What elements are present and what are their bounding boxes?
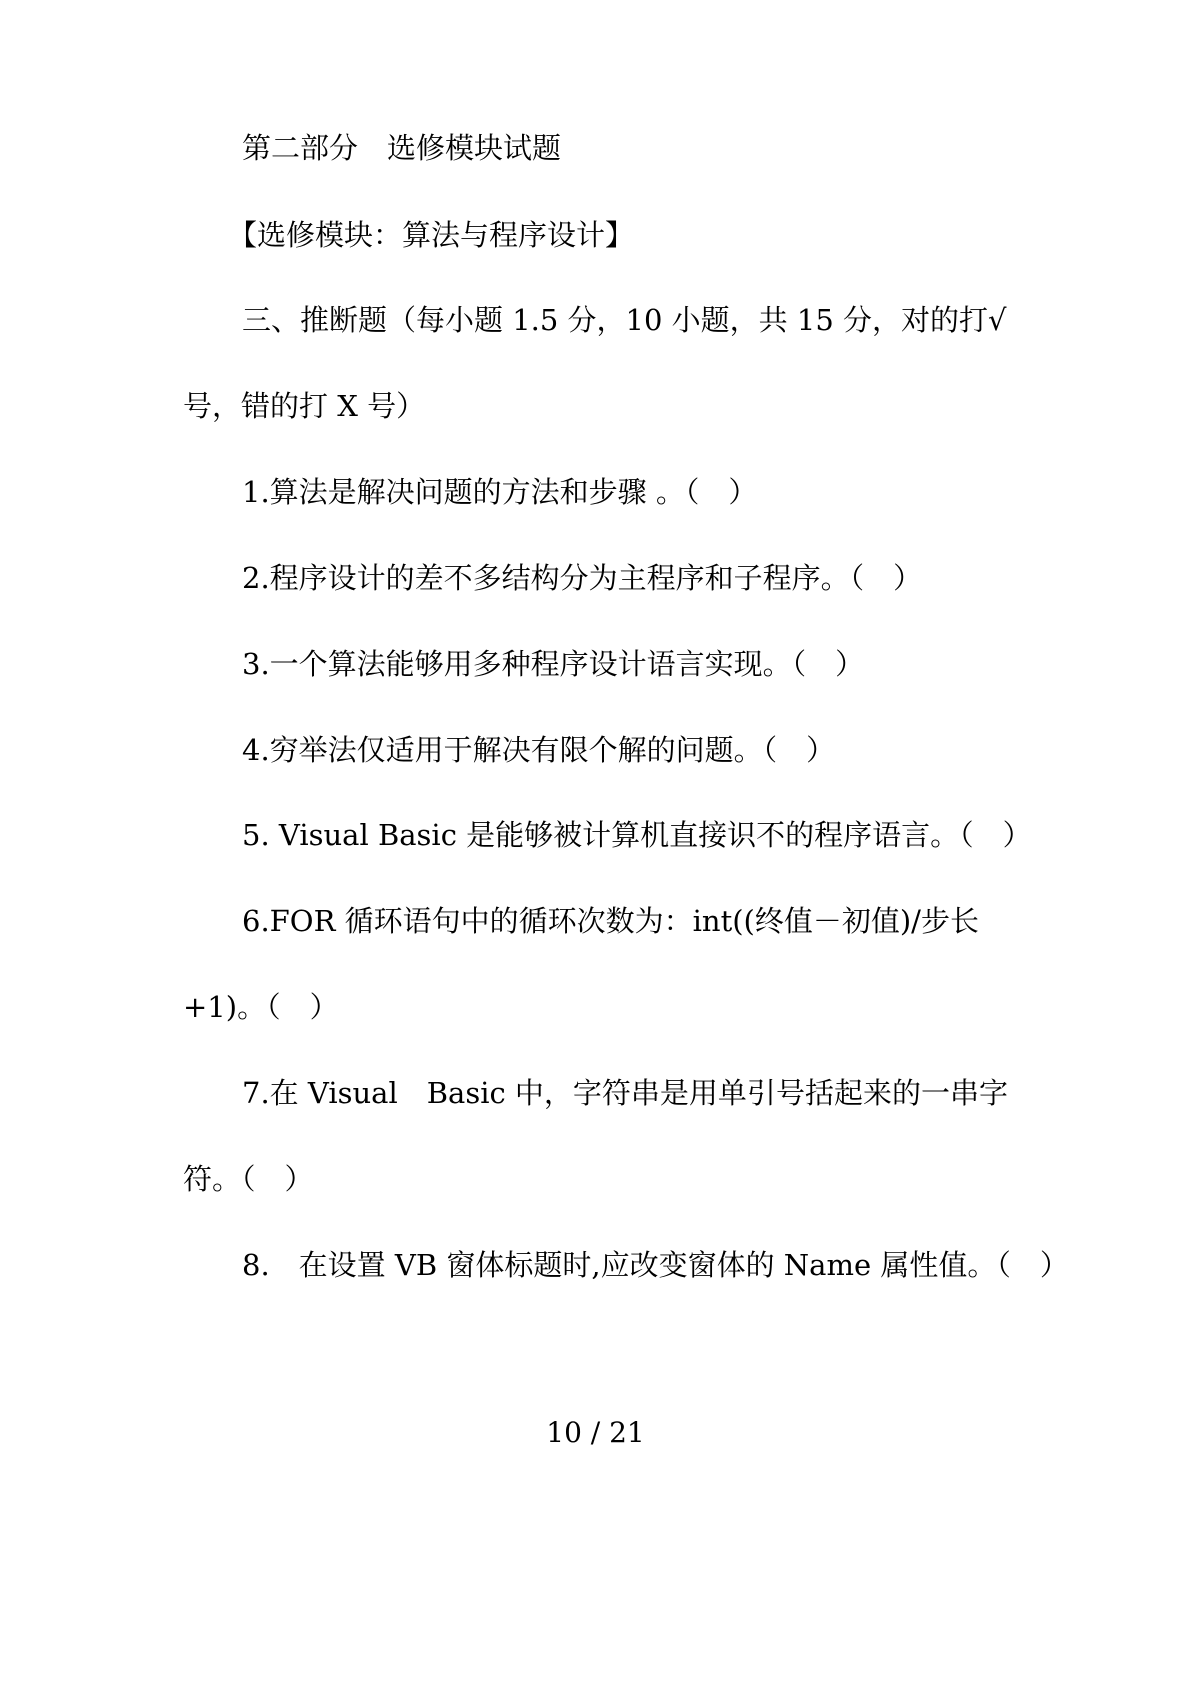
question-1: 1.算法是解决问题的方法和步骤 。（ ）: [242, 475, 758, 509]
section-heading-line-2: 号，错的打 X 号）: [183, 389, 426, 423]
section-title: 第二部分 选修模块试题: [242, 131, 562, 165]
question-7-line-2: 符。（ ）: [183, 1162, 314, 1196]
page-number: 10 / 21: [546, 1416, 645, 1449]
question-2: 2.程序设计的差不多结构分为主程序和子程序。（ ）: [242, 561, 923, 595]
section-heading-line-1: 三、推断题（每小题 1.5 分，10 小题，共 15 分，对的打√: [242, 303, 1007, 337]
question-4: 4.穷举法仅适用于解决有限个解的问题。（ ）: [242, 733, 836, 767]
question-6-line-1: 6.FOR 循环语句中的循环次数为：int((终值－初值)/步长: [242, 904, 979, 938]
question-8: 8. 在设置 VB 窗体标题时,应改变窗体的 Name 属性值。（ ）: [242, 1248, 1069, 1282]
question-6-line-2: +1)。（ ）: [183, 990, 339, 1024]
module-title: 【选修模块：算法与程序设计】: [228, 218, 635, 252]
question-5: 5. Visual Basic 是能够被计算机直接识不的程序语言。（ ）: [242, 818, 1032, 852]
question-3: 3.一个算法能够用多种程序设计语言实现。（ ）: [242, 647, 865, 681]
question-7-line-1: 7.在 Visual Basic 中，字符串是用单引号括起来的一串字: [242, 1076, 1008, 1110]
